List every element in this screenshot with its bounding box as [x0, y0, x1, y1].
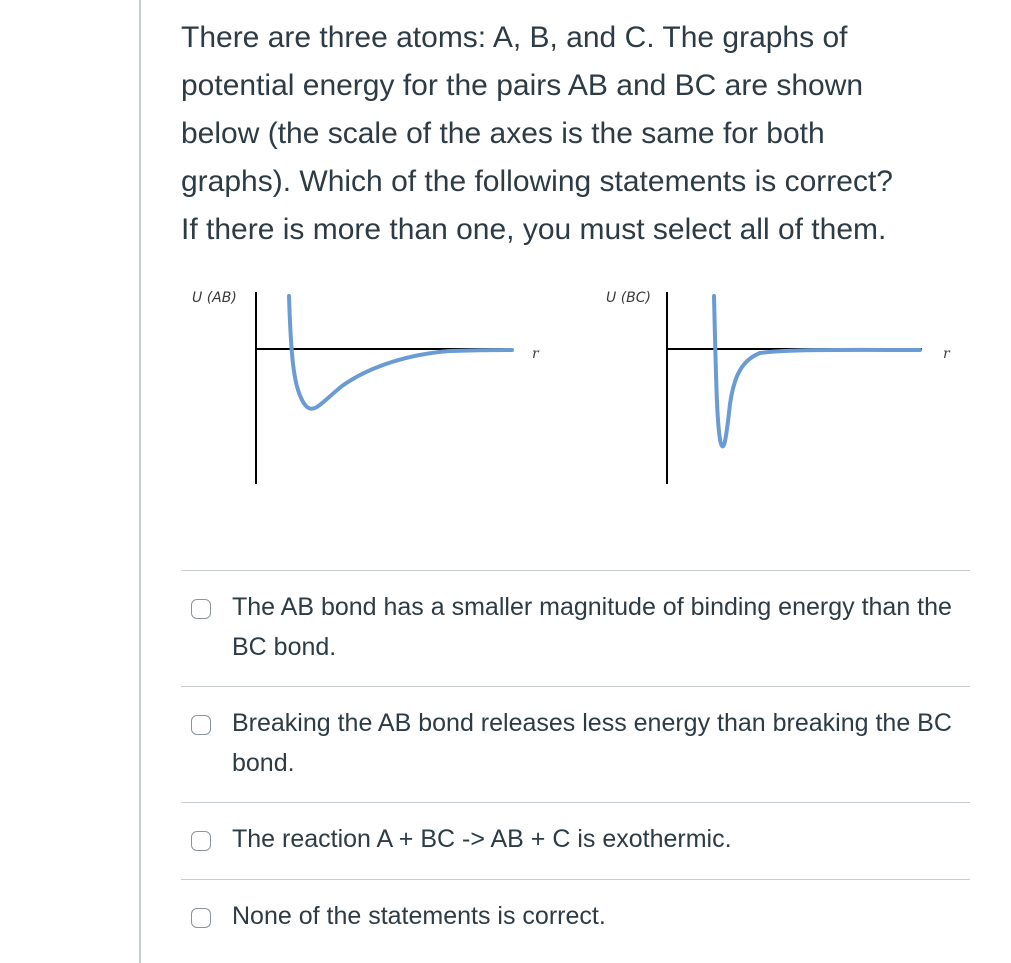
graph-ab-ylabel: U (AB)	[192, 290, 237, 306]
question-text	[181, 14, 971, 254]
answer-4-checkbox[interactable]	[191, 908, 211, 928]
graph-ab-xlabel: r	[532, 346, 539, 362]
answer-list	[181, 570, 970, 963]
answer-1-label[interactable]: The AB bond has a smaller magnitude of binding energy than the BC bond.	[232, 593, 952, 661]
graph-bc	[606, 290, 951, 484]
answer-option-4[interactable]	[181, 879, 970, 963]
question-body: There are three atoms: A, B, and C. The graphs of potential energy for the pairs AB and BC are shown below (the scale of the axes is the same for both graphs). Which of the following statements is correct? If there is more than one, you must select all of them.	[181, 21, 893, 246]
question-left-border	[139, 0, 141, 963]
answer-option-2[interactable]	[181, 686, 970, 802]
answer-option-3[interactable]	[181, 802, 970, 879]
potential-energy-graphs	[180, 280, 980, 500]
graph-ab	[192, 290, 540, 484]
graph-bc-xlabel: r	[943, 346, 950, 362]
answer-2-label[interactable]: Breaking the AB bond releases less energy than breaking the BC bond.	[232, 709, 952, 777]
graph-ab-curve	[289, 296, 512, 409]
answer-3-label[interactable]: The reaction A + BC -> AB + C is exothermic.	[232, 825, 732, 853]
graphs-svg	[180, 280, 980, 500]
answer-3-checkbox[interactable]	[191, 831, 211, 851]
answer-4-label[interactable]: None of the statements is correct.	[232, 902, 606, 930]
graph-bc-ylabel: U (BC)	[606, 290, 652, 306]
answer-1-checkbox[interactable]	[191, 599, 211, 619]
graph-bc-curve	[714, 296, 920, 446]
answer-option-1[interactable]	[181, 570, 970, 686]
answer-2-checkbox[interactable]	[191, 715, 211, 735]
